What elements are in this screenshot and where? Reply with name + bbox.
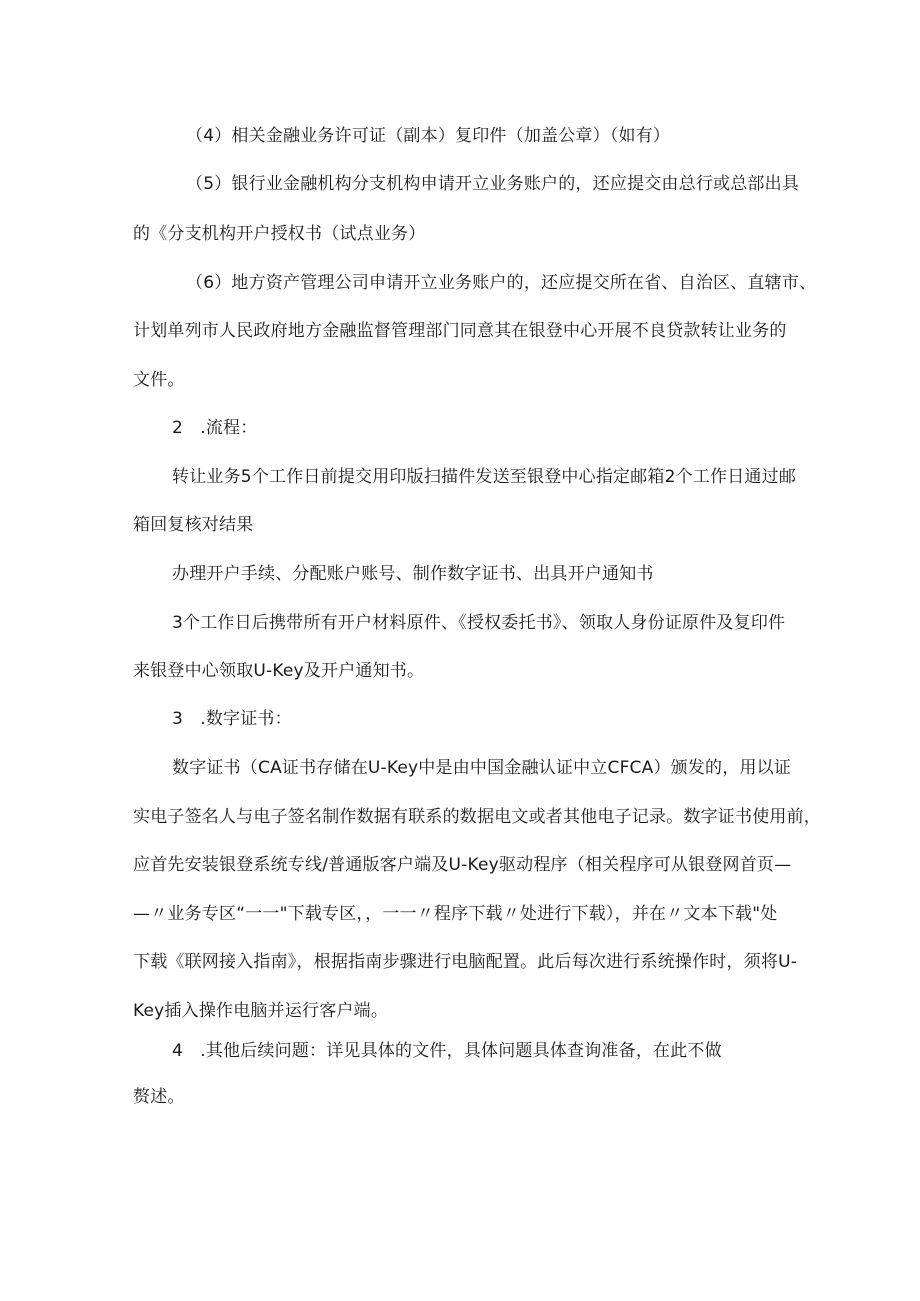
para-item-5-line-2: 的《分支机构开户授权书（试点业务） <box>133 224 426 244</box>
certificate-para-line-2: 实电子签名人与电子签名制作数据有联系的数据电文或者其他电子记录。数字证书使用前， <box>133 807 821 827</box>
para-item-6-line-2: 计划单列市人民政府地方金融监督管理部门同意其在银登中心开展不良贷款转让业务的 <box>133 321 787 341</box>
process-step-1-line-2: 箱回复核对结果 <box>133 515 254 535</box>
certificate-para-line-6: Key插入操作电脑并运行客户端。 <box>133 1001 389 1021</box>
section-heading-process: 2 .流程： <box>172 418 258 438</box>
para-item-6-line-1: （6）地方资产管理公司申请开立业务账户的，还应提交所在省、自治区、直辖市、 <box>186 273 817 293</box>
para-item-5-line-1: （5）银行业金融机构分支机构申请开立业务账户的，还应提交由总行或总部出具 <box>186 174 800 194</box>
process-step-2: 办理开户手续、分配账户账号、制作数字证书、出具开户通知书 <box>172 564 654 584</box>
process-step-3-line-2: 来银登中心领取U-Key及开户通知书。 <box>133 661 425 681</box>
certificate-para-line-5: 下载《联网接入指南》，根据指南步骤进行电脑配置。此后每次进行系统操作时，须将U- <box>133 952 798 972</box>
process-step-3-line-1: 3个工作日后携带所有开户材料原件、《授权委托书》、领取人身份证原件及复印件 <box>172 613 786 633</box>
para-item-4: （4）相关金融业务许可证（副本）复印件（加盖公章）（如有） <box>186 126 671 146</box>
certificate-para-line-4: —〃业务专区“一一"下载专区，，一一〃程序下载〃处进行下载），并在〃文本下载"处 <box>133 904 778 924</box>
certificate-para-line-3: 应首先安装银登系统专线/普通版客户端及U-Key驱动程序（相关程序可从银登网首页— <box>133 855 792 875</box>
certificate-para-line-1: 数字证书（CA证书存储在U-Key中是由中国金融认证中立CFCA）颁发的，用以证 <box>172 758 792 778</box>
section-heading-other-line-2: 赘述。 <box>133 1087 185 1107</box>
section-heading-other-line-1: 4 .其他后续问题：详见具体的文件，具体问题具体查询准备，在此不做 <box>172 1041 722 1061</box>
process-step-1-line-1: 转让业务5个工作日前提交用印版扫描件发送至银登中心指定邮箱2个工作日通过邮 <box>172 467 797 487</box>
section-heading-certificate: 3 .数字证书： <box>172 709 292 729</box>
para-item-6-line-3: 文件。 <box>133 370 185 390</box>
